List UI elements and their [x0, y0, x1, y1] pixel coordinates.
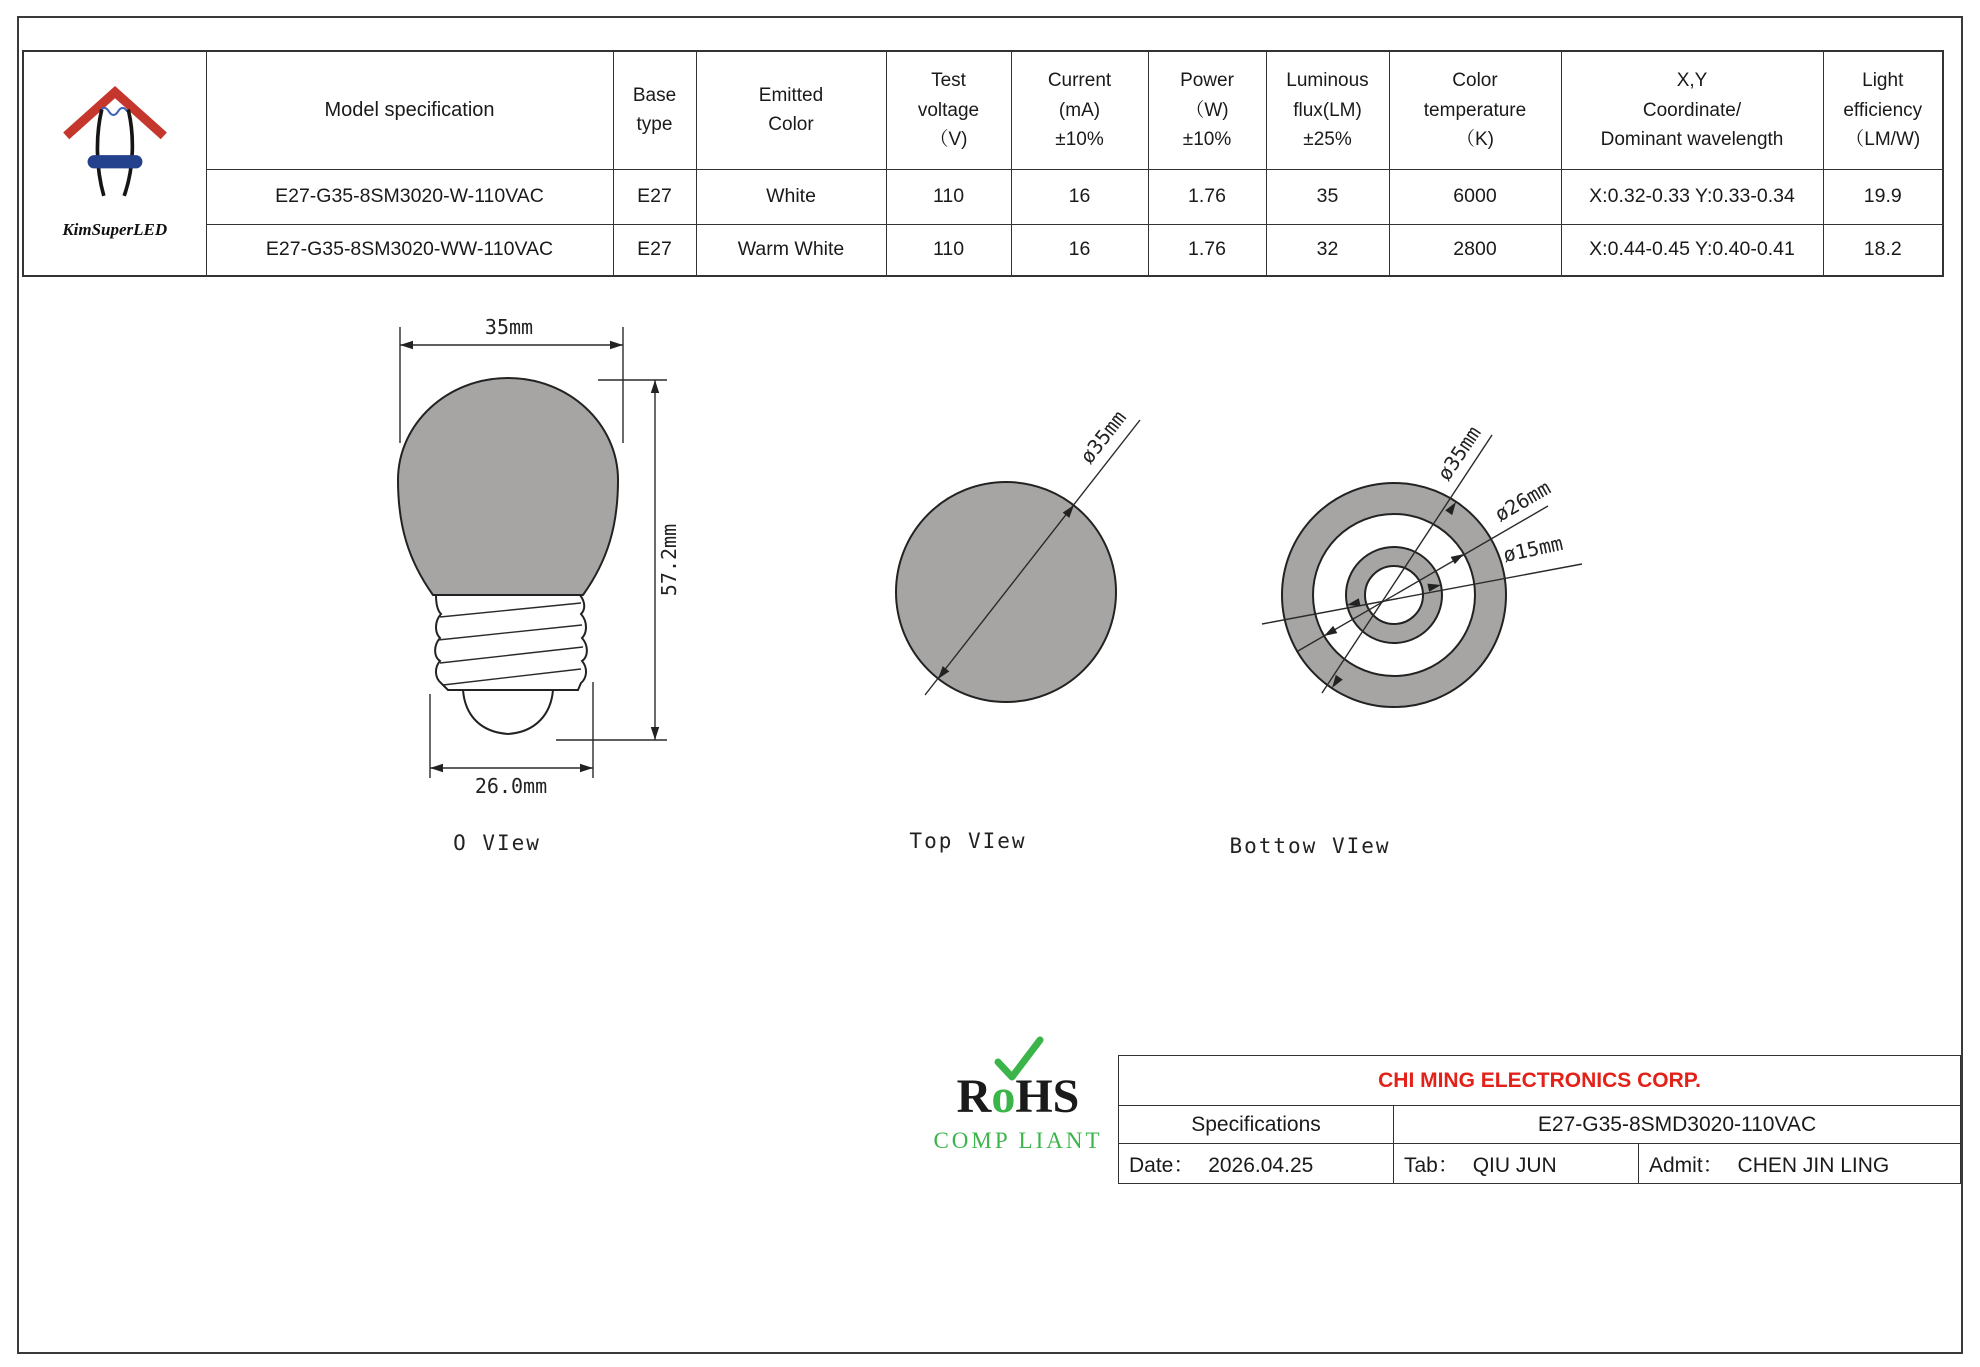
- cell-base: E27: [613, 169, 696, 224]
- bottom-view-label: Bottow VIew: [1229, 834, 1391, 858]
- tab-cell: [1394, 1144, 1639, 1184]
- brand-name: KimSuperLED: [62, 220, 168, 240]
- bottom-view-drawing: [1229, 421, 1582, 858]
- front-view-drawing: [398, 315, 681, 855]
- cell-power: 1.76: [1148, 169, 1266, 224]
- admit-label: Admit：: [1649, 1153, 1724, 1177]
- specifications-label: Specifications: [1119, 1106, 1394, 1144]
- front-view-label: O VIew: [453, 831, 541, 855]
- top-view-diameter-label: ø35mm: [1075, 405, 1132, 469]
- admit-value: CHEN JIN LING: [1737, 1153, 1890, 1177]
- cell-current: 16: [1011, 169, 1148, 224]
- bottom-dim-mid-label: ø26mm: [1490, 475, 1555, 527]
- date-label: Date：: [1129, 1153, 1195, 1177]
- base-tip-shape: [463, 690, 553, 734]
- col-header-emitted-color: Emitted Color: [696, 51, 886, 169]
- date-cell: [1119, 1144, 1394, 1184]
- title-block: [1118, 1055, 1961, 1184]
- cell-flux: 32: [1266, 224, 1389, 276]
- rohs-text: RoHS: [956, 1070, 1080, 1123]
- dim-height-label: 57.2mm: [657, 523, 681, 597]
- col-header-current: Current (mA) ±10%: [1011, 51, 1148, 169]
- date-value: 2026.04.25: [1208, 1153, 1314, 1177]
- bottom-dim-outer-label: ø35mm: [1432, 421, 1486, 485]
- cell-current: 16: [1011, 224, 1148, 276]
- top-view-label: Top VIew: [909, 829, 1027, 853]
- cell-temp: 2800: [1389, 224, 1561, 276]
- col-header-test-voltage: Test voltage （V): [886, 51, 1011, 169]
- tab-label: Tab：: [1404, 1153, 1459, 1177]
- cell-color: White: [696, 169, 886, 224]
- cell-efficiency: 19.9: [1823, 169, 1943, 224]
- company-name: CHI MING ELECTRONICS CORP.: [1119, 1056, 1961, 1106]
- cell-base: E27: [613, 224, 696, 276]
- dim-width-label: 35mm: [484, 315, 534, 339]
- tab-value: QIU JUN: [1472, 1153, 1557, 1177]
- cell-flux: 35: [1266, 169, 1389, 224]
- cell-model: E27-G35-8SM3020-W-110VAC: [206, 169, 613, 224]
- specifications-value: E27-G35-8SMD3020-110VAC: [1394, 1106, 1961, 1144]
- col-header-xy-coordinate: X,Y Coordinate/ Dominant wavelength: [1561, 51, 1823, 169]
- rohs-mark: [928, 1030, 1108, 1160]
- cell-voltage: 110: [886, 169, 1011, 224]
- cell-model: E27-G35-8SM3020-WW-110VAC: [206, 224, 613, 276]
- rohs-logo-icon: [928, 1030, 1108, 1160]
- col-header-base: Base type: [613, 51, 696, 169]
- cell-color: Warm White: [696, 224, 886, 276]
- dim-base-label: 26.0mm: [474, 774, 548, 798]
- admit-cell: [1639, 1144, 1961, 1184]
- top-view-drawing: [896, 406, 1140, 853]
- cell-xy: X:0.32-0.33 Y:0.33-0.34: [1561, 169, 1823, 224]
- col-header-luminous-flux: Luminous flux(LM) ±25%: [1266, 51, 1389, 169]
- cell-power: 1.76: [1148, 224, 1266, 276]
- bottom-dim-inner-label: ø15mm: [1501, 530, 1565, 567]
- bulb-globe-shape: [398, 378, 618, 595]
- rohs-compliant-text: COMP LIANT: [933, 1128, 1103, 1153]
- cell-voltage: 110: [886, 224, 1011, 276]
- col-header-model: Model specification: [206, 51, 613, 169]
- cell-temp: 6000: [1389, 169, 1561, 224]
- col-header-light-efficiency: Light efficiency （LM/W): [1823, 51, 1943, 169]
- col-header-color-temperature: Color temperature （K): [1389, 51, 1561, 169]
- cell-efficiency: 18.2: [1823, 224, 1943, 276]
- cell-xy: X:0.44-0.45 Y:0.40-0.41: [1561, 224, 1823, 276]
- col-header-power: Power （W) ±10%: [1148, 51, 1266, 169]
